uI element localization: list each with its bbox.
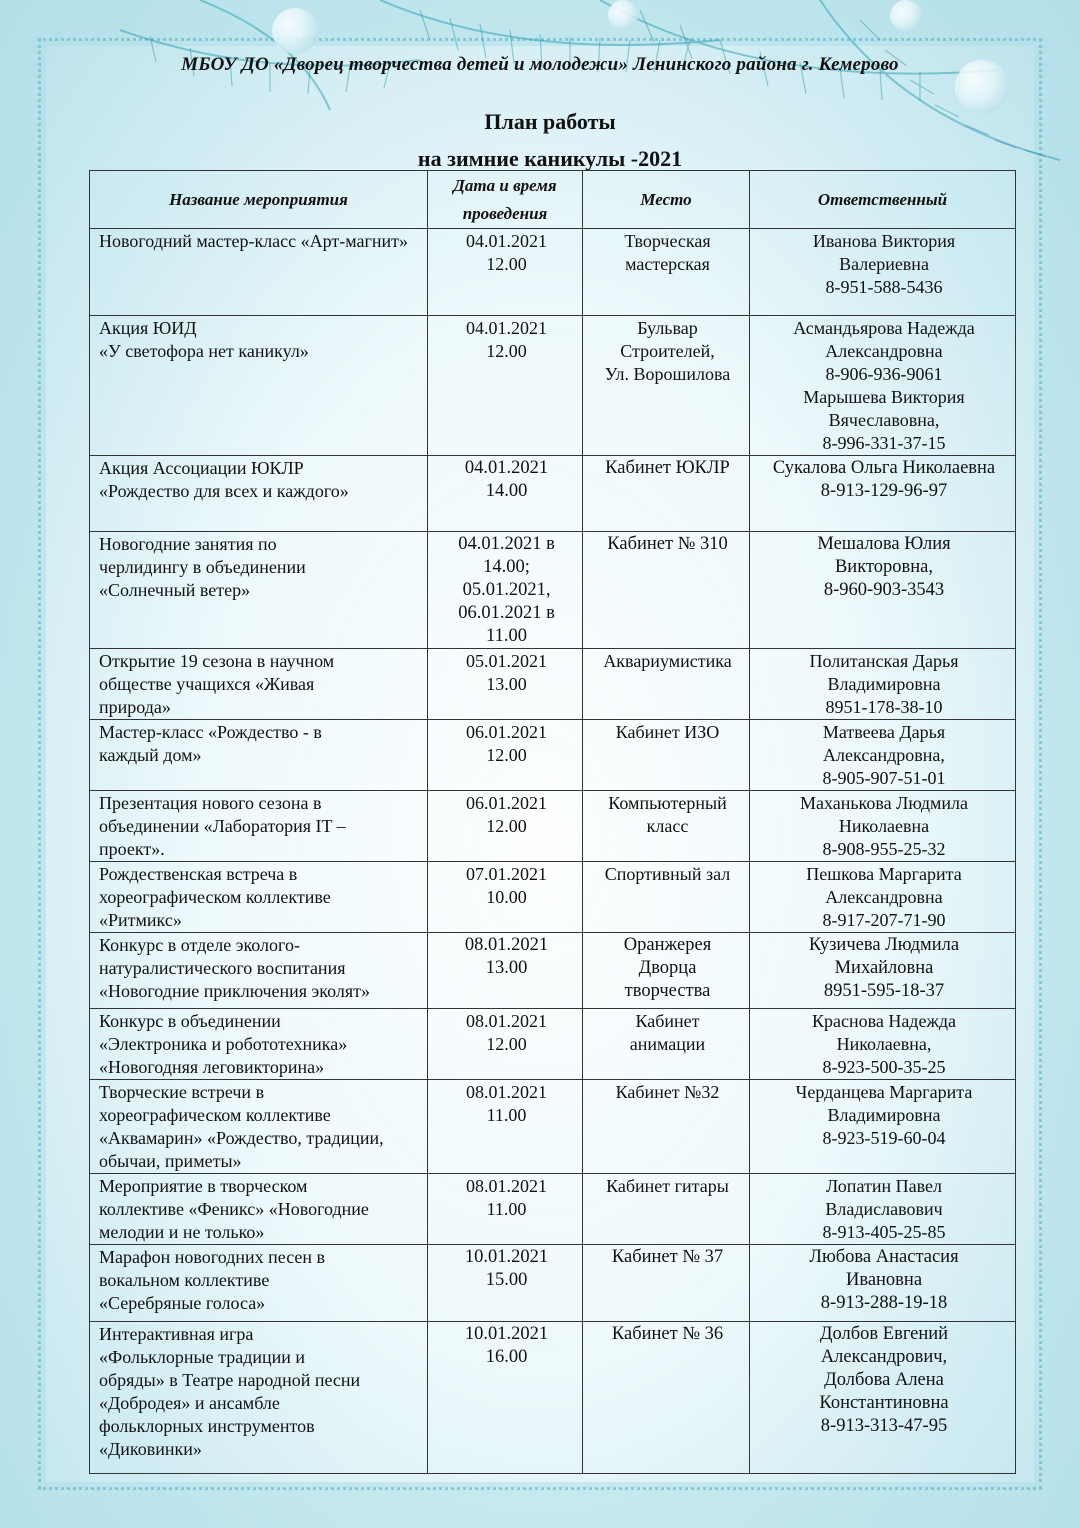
cell-line: Владимировна [827,674,941,694]
event-date-cell [428,862,583,933]
cell-line: Валериевна [839,254,929,274]
organization-name: МБОУ ДО «Дворец творчества детей и молодежи» Ленинского района г. Кемерово [181,54,899,75]
cell-line: 06.01.2021 [466,793,547,813]
cell-line: Кабинет ЮКЛР [605,458,730,478]
table-row [90,720,1016,791]
event-date-cell [428,532,583,649]
cell-line: 10.01.2021 [464,1324,549,1344]
cell-line: «Фольклорные традиции и [99,1347,306,1367]
cell-line: 12.00 [486,254,527,274]
cell-line: фольклорных инструментов [99,1416,315,1436]
cell-line: 11.00 [486,626,527,646]
cell-line: класс [646,816,689,836]
cell-line: 8-913-313-47-95 [820,1416,948,1436]
table-row [90,1009,1016,1080]
cell-line: 11.00 [486,1105,527,1125]
cell-line: 13.00 [486,674,527,694]
table-row [90,316,1016,456]
event-name-cell [90,862,428,933]
cell-line: анимации [629,1034,706,1054]
cell-line: Оранжерея [623,935,712,955]
event-date-cell [428,1245,583,1322]
cell-line: Черданцева Маргарита [795,1082,973,1102]
table-row [90,1080,1016,1174]
table-row [90,532,1016,649]
cell-line: 12.00 [486,1034,527,1054]
cell-line: вокальном коллективе [99,1270,270,1290]
cell-line: «Добродея» и ансамбле [99,1393,280,1413]
event-responsible-cell [750,720,1016,791]
cell-line: «Серебряные голоса» [99,1293,266,1313]
event-date-cell [428,229,583,316]
ornament-ball-decoration [272,8,318,54]
cell-line: 12.00 [486,816,527,836]
event-date-cell [428,791,583,862]
cell-line: хореографическом коллективе [99,1105,331,1125]
event-name-cell [90,649,428,720]
event-name-cell [90,933,428,1009]
cell-line: 08.01.2021 [466,1082,547,1102]
table-row [90,791,1016,862]
event-place-cell [583,649,750,720]
cell-line: Открытие 19 сезона в научном [99,651,335,671]
cell-line: Кабинет № 36 [611,1324,724,1344]
column-header-responsible: Ответственный [750,171,1016,229]
cell-line: 08.01.2021 [464,935,549,955]
cell-line: Конкурс в объединении [99,1011,281,1031]
event-place-cell [583,456,750,532]
cell-line: 10.00 [486,887,527,907]
cell-line: обычаи, приметы» [99,1151,242,1171]
event-date-cell [428,933,583,1009]
table-row [90,1245,1016,1322]
cell-line: 8-908-955-25-32 [822,839,946,859]
title-line-2: на зимние каникулы -2021 [417,146,683,171]
event-responsible-cell [750,1174,1016,1245]
event-name-cell [90,791,428,862]
event-responsible-cell [750,1322,1016,1474]
cell-line: «У светофора нет каникул» [99,341,309,361]
cell-line: Компьютерный [608,793,727,813]
cell-line: обществе учащихся «Живая [99,674,315,694]
cell-line: Кабинет № 37 [611,1247,724,1267]
cell-line: Маханькова Людмила [799,793,969,813]
event-place-cell [583,791,750,862]
event-responsible-cell [750,1245,1016,1322]
cell-line: 15.00 [485,1270,528,1290]
cell-line: Михайловна [834,958,934,978]
cell-line: 14.00; [483,557,530,577]
event-responsible-cell [750,229,1016,316]
event-name-cell [90,229,428,316]
event-place-cell [583,1009,750,1080]
event-place-cell [583,1080,750,1174]
cell-line: 10.01.2021 [464,1247,549,1267]
cell-line: Ивановна [845,1270,923,1290]
cell-line: 12.00 [486,341,527,361]
event-name-cell [90,316,428,456]
cell-line: 8951-178-38-10 [825,697,943,717]
cell-line: Александровна [825,887,943,907]
cell-line: Кабинет ИЗО [615,722,720,742]
cell-line: 8-996-331-37-15 [822,433,946,453]
cell-line: Аквариумистика [603,651,732,671]
column-header-name: Название мероприятия [90,171,428,229]
cell-line: Николаевна [838,816,930,836]
cell-line: 04.01.2021 [466,318,547,338]
cell-line: Политанская Дарья [809,651,959,671]
cell-line: Марышева Виктория [803,387,965,407]
cell-line: 11.00 [486,1199,527,1219]
cell-line: 8-913-288-19-18 [820,1293,948,1313]
event-date-cell [428,1174,583,1245]
event-place-cell [583,532,750,649]
event-name-cell [90,456,428,532]
cell-line: хореографическом коллективе [99,887,331,907]
cell-line: Александрович, [820,1347,948,1367]
table-row [90,1322,1016,1474]
cell-line: 8951-595-18-37 [823,981,945,1001]
cell-line: Новогодние занятия по [99,534,277,554]
cell-line: каждый дом» [99,745,202,765]
cell-line: Бульвар [637,318,698,338]
cell-line: коллективе «Феникс» «Новогодние [99,1199,369,1219]
cell-line: Новогодний мастер-класс «Арт-магнит» [99,231,409,251]
cell-line: 04.01.2021 в [458,534,555,554]
cell-line: 04.01.2021 [466,231,547,251]
event-responsible-cell [750,649,1016,720]
cell-line: Краснова Надежда [811,1011,957,1031]
cell-line: Матвеева Дарья [822,722,946,742]
table-row [90,862,1016,933]
table-row [90,229,1016,316]
cell-line: Презентация нового сезона в [99,793,322,813]
cell-line: Долбов Евгений [819,1324,949,1344]
cell-line: объединении «Лаборатория IT – [99,816,346,836]
cell-line: Акция ЮИД [99,318,197,338]
event-name-cell [90,1009,428,1080]
event-responsible-cell [750,1080,1016,1174]
ornament-ball-decoration [608,0,638,30]
cell-line: 08.01.2021 [466,1011,547,1031]
cell-line: 04.01.2021 [464,458,549,478]
event-place-cell [583,1245,750,1322]
cell-line: 8-923-519-60-04 [822,1128,946,1148]
cell-line: «Новогодние приключения эколят» [99,981,370,1001]
cell-line: 13.00 [485,958,528,978]
cell-line: Кабинет №32 [615,1082,720,1102]
table-row [90,649,1016,720]
cell-line: Марафон новогодних песен в [99,1247,326,1267]
cell-line: «Рождество для всех и каждого» [99,481,349,501]
cell-line: Лопатин Павел [826,1176,942,1196]
cell-line: 05.01.2021 [466,651,547,671]
event-responsible-cell [750,791,1016,862]
event-place-cell [583,720,750,791]
cell-line: Мешалова Юлия [817,534,951,554]
ornament-ball-decoration [890,0,922,32]
event-place-cell [583,1322,750,1474]
event-date-cell [428,456,583,532]
cell-line: Строителей, [620,341,715,361]
cell-line: Мастер-класс «Рождество - в [99,722,322,742]
cell-line: 8-960-903-3543 [823,580,945,600]
cell-line: Акция Ассоциации ЮКЛР [99,458,304,478]
table-row [90,456,1016,532]
cell-line: черлидингу в объединении [99,557,306,577]
cell-line: Дворца [638,958,697,978]
events-table [89,170,1016,1474]
event-place-cell [583,229,750,316]
table-row [90,1174,1016,1245]
event-name-cell [90,532,428,649]
event-responsible-cell [750,532,1016,649]
cell-line: Кабинет [635,1011,700,1031]
event-date-cell [428,1080,583,1174]
event-place-cell [583,862,750,933]
cell-line: 06.01.2021 в [458,603,555,623]
cell-line: 14.00 [485,481,528,501]
event-responsible-cell [750,862,1016,933]
cell-line: Асмандьярова Надежда [793,318,975,338]
event-place-cell [583,933,750,1009]
cell-line: природа» [99,697,171,717]
event-date-cell [428,1009,583,1080]
column-header-place: Место [583,171,750,229]
cell-line: мастерская [625,254,710,274]
cell-line: Кузичева Людмила [808,935,960,955]
event-name-cell [90,720,428,791]
cell-line: 16.00 [485,1347,528,1367]
cell-line: «Аквамарин» «Рождество, традиции, [99,1128,384,1148]
cell-line: Николаевна, [836,1034,932,1054]
cell-line: Любова Анастасия [809,1247,959,1267]
cell-line: проект». [99,839,165,859]
event-responsible-cell [750,456,1016,532]
cell-line: Мероприятие в творческом [99,1176,308,1196]
cell-line: 8-917-207-71-90 [822,910,946,930]
cell-line: Александровна [825,341,943,361]
event-name-cell [90,1174,428,1245]
cell-line: «Новогодняя леговикторина» [99,1057,325,1077]
cell-line: Спортивный зал [604,864,731,884]
event-responsible-cell [750,1009,1016,1080]
cell-line: Александровна, [823,745,945,765]
cell-line: 05.01.2021, [462,580,551,600]
table-header-row [90,171,1016,229]
cell-line: «Ритмикс» [99,910,182,930]
event-date-cell [428,1322,583,1474]
event-date-cell [428,649,583,720]
cell-line: 07.01.2021 [466,864,547,884]
cell-line: «Диковинки» [99,1439,202,1459]
cell-line: Долбова Алена [824,1370,944,1390]
event-name-cell [90,1080,428,1174]
cell-line: 8-905-907-51-01 [822,768,946,788]
cell-line: «Солнечный ветер» [99,580,251,600]
cell-line: творчества [624,981,711,1001]
cell-line: Викторовна, [834,557,934,577]
event-name-cell [90,1322,428,1474]
cell-line: 8-913-405-25-85 [822,1222,946,1242]
cell-line: Кабинет гитары [606,1176,729,1196]
cell-line: Рождественская встреча в [99,864,298,884]
event-responsible-cell [750,933,1016,1009]
cell-line: обряды» в Театре народной песни [99,1370,361,1390]
cell-line: мелодии и не только» [99,1222,265,1242]
cell-line: Сукалова Ольга Николаевна [772,458,996,478]
event-name-cell [90,1245,428,1322]
cell-line: Творческая [624,231,711,251]
cell-line: Пешкова Маргарита [806,864,962,884]
cell-line: 8-913-129-96-97 [820,481,948,501]
event-place-cell [583,316,750,456]
table-row [90,933,1016,1009]
cell-line: Кабинет № 310 [607,534,728,554]
cell-line: Иванова Виктория [812,231,956,251]
cell-line: натуралистического воспитания [99,958,346,978]
event-date-cell [428,316,583,456]
cell-line: Творческие встречи в [99,1082,265,1102]
event-responsible-cell [750,316,1016,456]
cell-line: Константиновна [819,1393,949,1413]
cell-line: Вячеславовна, [828,410,940,430]
cell-line: 08.01.2021 [466,1176,547,1196]
event-date-cell [428,720,583,791]
cell-line: 8-923-500-35-25 [822,1057,946,1077]
cell-line: Ул. Ворошилова [604,364,731,384]
event-place-cell [583,1174,750,1245]
title-line-1: План работы [484,109,616,134]
page-title [0,103,1080,177]
cell-line: 12.00 [486,745,527,765]
cell-line: 8-906-936-9061 [825,364,943,384]
cell-line: 06.01.2021 [466,722,547,742]
cell-line: Владиславович [825,1199,943,1219]
cell-line: Конкурс в отделе эколого- [99,935,300,955]
cell-line: «Электроника и робототехника» [99,1034,348,1054]
cell-line: 8-951-588-5436 [825,277,943,297]
cell-line: Владимировна [827,1105,941,1125]
column-header-date: Дата и время проведения [428,171,583,229]
cell-line: Интерактивная игра [99,1324,254,1344]
